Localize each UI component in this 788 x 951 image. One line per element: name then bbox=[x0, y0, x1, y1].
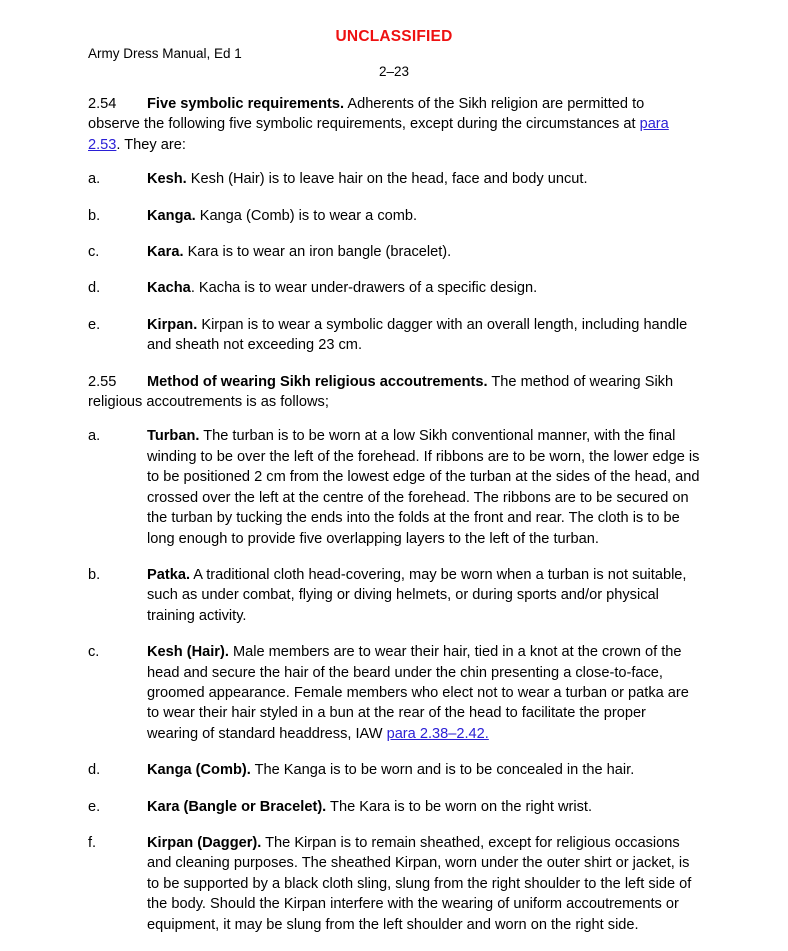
list-item-lead: Kara. bbox=[147, 244, 184, 261]
list-item-text: Kanga (Comb) is to wear a comb. bbox=[195, 207, 418, 224]
list-item-body bbox=[147, 315, 700, 356]
list-item bbox=[88, 642, 700, 744]
list-item-letter: d. bbox=[88, 762, 101, 779]
document-identifier: Army Dress Manual, Ed 1 bbox=[88, 46, 242, 61]
list-item-text: Kara is to wear an iron bangle (bracelet). bbox=[183, 244, 452, 261]
list-item-text: The Kanga is to be worn and is to be concealed in the hair. bbox=[250, 762, 635, 779]
list-item-text: Kirpan is to wear a symbolic dagger with an overall length, including handle and sheath not exceeding 23 cm. bbox=[147, 316, 688, 354]
paragraph-2-54 bbox=[88, 94, 700, 155]
list-item bbox=[88, 426, 700, 548]
list-item-body bbox=[147, 797, 700, 817]
list-item bbox=[88, 565, 700, 626]
list-item-body bbox=[147, 833, 700, 935]
paragraph-text: The method of wearing Sikh religious accoutrements is as follows; bbox=[88, 373, 674, 411]
list-item bbox=[88, 242, 700, 262]
list-item-letter: c. bbox=[88, 644, 100, 661]
list-item-letter: d. bbox=[88, 280, 101, 297]
list-item-letter: c. bbox=[88, 244, 100, 261]
list-item-lead: Patka. bbox=[147, 566, 190, 583]
list-item-body bbox=[147, 426, 700, 548]
list-item bbox=[88, 206, 700, 226]
list-item-body bbox=[147, 642, 700, 744]
paragraph-lead-in: Five symbolic requirements. bbox=[147, 96, 345, 112]
list-item bbox=[88, 833, 700, 935]
cross-reference-link-para-2-38-2-42[interactable]: para 2.38–2.42. bbox=[386, 725, 489, 742]
list-item-lead: Kesh. bbox=[147, 171, 187, 188]
list-item-lead: Kanga (Comb). bbox=[147, 762, 251, 779]
paragraph-number: 2.55 bbox=[88, 373, 117, 390]
list-item-body bbox=[147, 206, 700, 226]
list-item-letter: e. bbox=[88, 316, 101, 333]
list-item-text: Kesh (Hair) is to leave hair on the head, face and body uncut. bbox=[186, 171, 588, 188]
list-item-text: Male members are to wear their hair, tied in a knot at the crown of the head and secure the hair of the beard under the chin presenting a close-to-face, groomed appearance. Female members who elect not to wear a turban or patka are to wear their hair styled in a bun at the rear of the head to facilitate the proper wearing of standard headdress, IAW bbox=[147, 644, 689, 742]
page-number: 2–23 bbox=[378, 64, 410, 79]
list-item-body bbox=[147, 565, 700, 626]
list-item-lead: Turban. bbox=[147, 428, 200, 445]
list-item bbox=[88, 797, 700, 817]
classification-banner: UNCLASSIFIED bbox=[335, 28, 453, 45]
list-item-body bbox=[147, 760, 700, 780]
paragraph-lead-in: Method of wearing Sikh religious accoutrements. bbox=[147, 373, 488, 390]
list-item-text: A traditional cloth head-covering, may be worn when a turban is not suitable, such as under combat, flying or diving helmets, or during sports and/or physical training activity. bbox=[147, 566, 687, 624]
paragraph-text-tail: . They are: bbox=[116, 136, 186, 153]
list-item-lead: Kirpan (Dagger). bbox=[147, 834, 262, 851]
list-item-letter: b. bbox=[88, 566, 101, 583]
list-item bbox=[88, 315, 700, 356]
list-item-body bbox=[147, 169, 700, 189]
list-item-letter: a. bbox=[88, 171, 101, 188]
list-item-text: The Kirpan is to remain sheathed, except for religious occasions and cleaning purposes. The sheathed Kirpan, worn under the outer shirt or jacket, is to be supported by a black cloth sling, slung from the right shoulder to the left side of the body. Should the Kirpan interfere with the wearing of uniform accoutrements or equipment, it may be slung from the left shoulder and worn on the right side. bbox=[147, 834, 692, 933]
list-item-letter: f. bbox=[88, 834, 97, 851]
list-item-body bbox=[147, 278, 700, 298]
list-item-letter: e. bbox=[88, 798, 101, 815]
paragraph-2-55 bbox=[88, 372, 700, 413]
paragraph-number: 2.54 bbox=[88, 96, 117, 112]
list-item-text: The Kara is to be worn on the right wrist. bbox=[326, 798, 593, 815]
list-item-lead: Kirpan. bbox=[147, 316, 198, 333]
list-item-lead: Kacha bbox=[147, 280, 191, 297]
list-item bbox=[88, 278, 700, 298]
list-item-text: . Kacha is to wear under-drawers of a specific design. bbox=[190, 280, 538, 297]
paragraph-text: Adherents of the Sikh religion are permitted to observe the following five symbolic requirements, except during the circumstances at bbox=[88, 96, 645, 133]
list-item-lead: Kanga. bbox=[147, 207, 196, 224]
document-body bbox=[88, 94, 700, 951]
list-item bbox=[88, 760, 700, 780]
list-item bbox=[88, 169, 700, 189]
list-item-letter: a. bbox=[88, 428, 101, 445]
list-item-lead: Kara (Bangle or Bracelet). bbox=[147, 798, 327, 815]
list-item-text: The turban is to be worn at a low Sikh conventional manner, with the final winding to be over the left of the forehead. If ribbons are to be worn, the lower edge is to be positioned 2 cm from the lowest edge of the turban at the sides of the head, and crossed over the left at the centre of the forehead. The ribbons are to be secured on the turban by tucking the ends into the folds at the front and rear. The cloth is to be long enough to provide five overlapping layers to the left of the turban. bbox=[147, 428, 700, 547]
cross-reference-link-para-2-53[interactable]: para 2.53 bbox=[88, 116, 669, 153]
list-item-body bbox=[147, 242, 700, 262]
list-item-lead: Kesh (Hair). bbox=[147, 644, 229, 661]
list-item-letter: b. bbox=[88, 207, 101, 224]
